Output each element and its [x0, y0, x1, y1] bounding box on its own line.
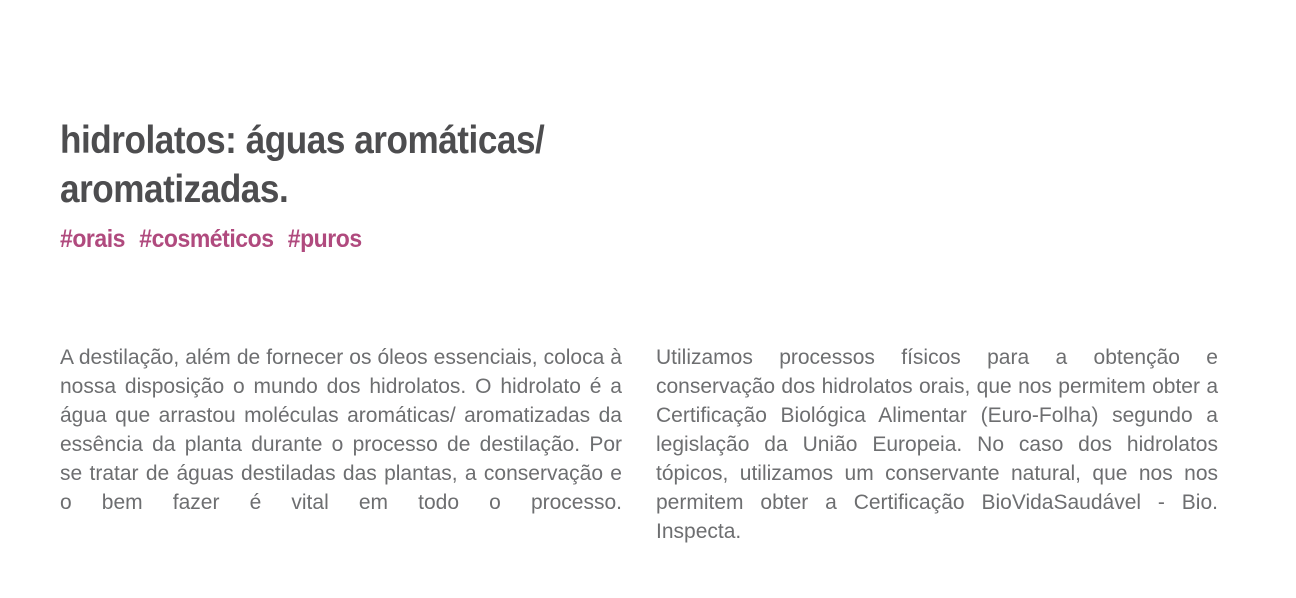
body-text-column-right: Utilizamos processos físicos para a obtenção e conservação dos hidrolatos orais, que nos permitem obter a Certificação Biológica Alimentar (Euro-Folha) segundo a legislação da União Europeia. No caso dos hidrolatos tópicos, utilizamos um conservante natural, que nos nos permitem obter a Certificação BioVidaSaudável - Bio. Inspecta. — [656, 346, 1218, 543]
body-text-column-left: A destilação, além de fornecer os óleos essenciais, coloca à nossa disposição o mundo dos hidrolatos. O hidrolato é a água que arrastou moléculas aromáticas/ aromatizadas da essência da planta durante o processo de destilação. Por se tratar de águas destiladas das plantas, a conservação e o bem fazer é vital em todo o processo. — [60, 346, 622, 514]
hashtag-cosmeticos: #cosméticos — [139, 225, 274, 253]
page-title — [60, 116, 1102, 214]
body-columns — [60, 343, 1218, 546]
page-title-line-2: aromatizadas. — [60, 168, 289, 211]
hashtag-line — [60, 224, 1125, 255]
hashtag-orais: #orais — [60, 225, 126, 253]
hashtag-puros: #puros — [287, 225, 362, 253]
page-title-line-1: hidrolatos: águas aromáticas/ — [60, 119, 545, 162]
